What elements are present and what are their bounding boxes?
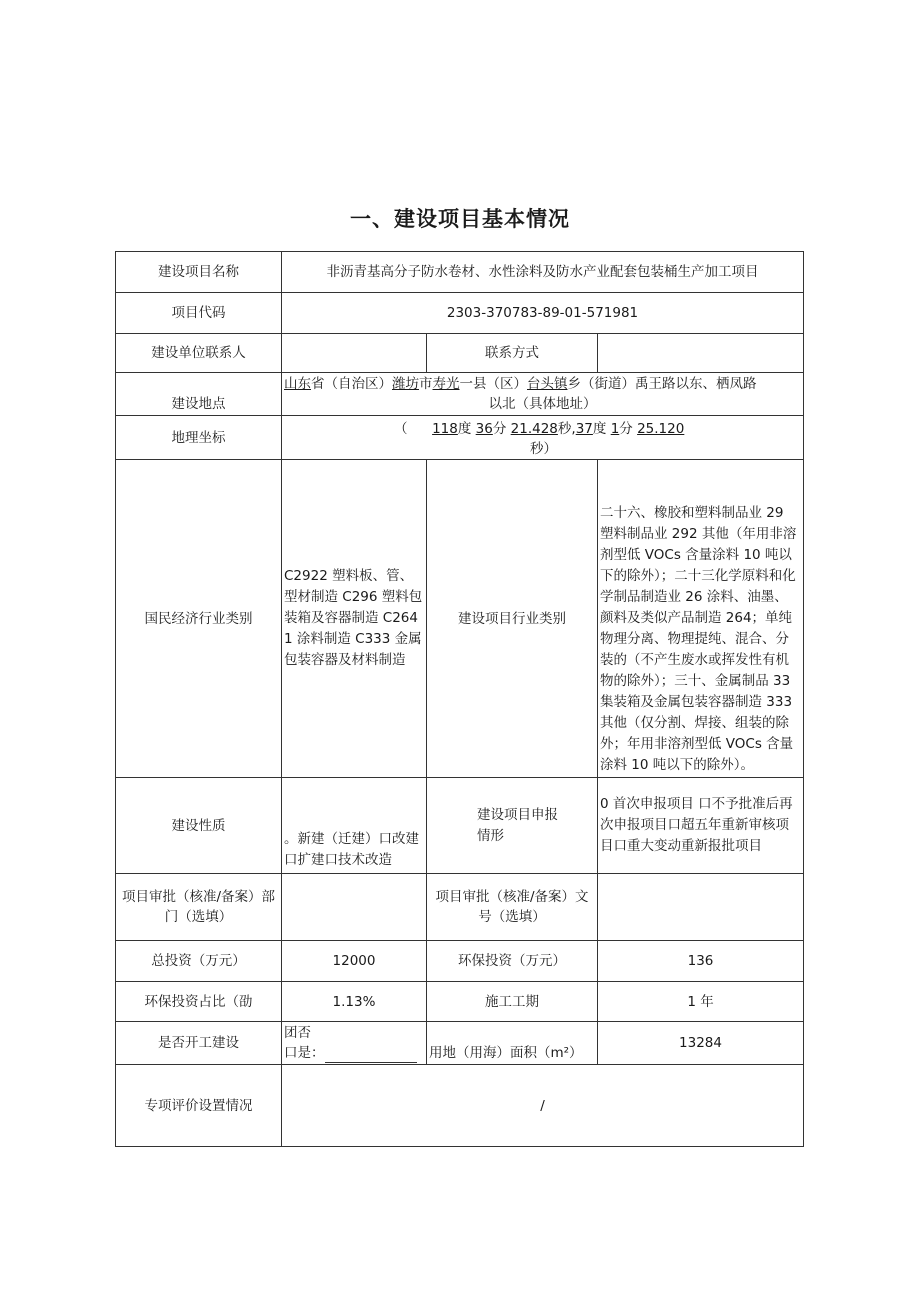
coord-lat-sec: 25.120 (637, 421, 685, 437)
approval-doc-label: 项目审批（核准/备案）文号（选填） (427, 874, 598, 941)
industry-project-label: 建设项目行业类别 (427, 460, 598, 778)
row-location (116, 373, 804, 416)
location-county-suffix: 一县（区） (459, 376, 527, 392)
coord-lon-min: 36 (475, 421, 493, 437)
coord-open: （ (394, 421, 408, 437)
contact-method-label: 联系方式 (427, 334, 598, 373)
industry-label: 国民经济行业类别 (116, 460, 282, 778)
location-town-suffix: 乡（街道）禹王路以东、栖凤路 (567, 376, 757, 392)
contact-method-value (598, 334, 804, 373)
location-province: 山东 (284, 376, 311, 392)
row-started (116, 1022, 804, 1065)
location-city-suffix: 市 (419, 376, 433, 392)
contact-value (282, 334, 427, 373)
page-title: 一、建设项目基本情况 (350, 207, 570, 231)
ratio-label: 环保投资占比（劭 (116, 982, 282, 1022)
location-province-suffix: 省（自治区） (311, 376, 392, 392)
row-contact (116, 334, 804, 373)
row-project-name (116, 252, 804, 293)
project-code-value: 2303-370783-89-01-571981 (282, 293, 804, 334)
special-label: 专项评价设置情况 (116, 1065, 282, 1147)
coord-sec-comma: 秒, (557, 421, 576, 437)
special-value: / (282, 1065, 804, 1147)
nature-declare-label: 建设项目申报情形 (427, 778, 598, 874)
investment-env-label: 环保投资（万元） (427, 941, 598, 982)
location-label: 建设地点 (116, 373, 282, 416)
row-coordinates (116, 416, 804, 460)
coord-lon-sec: 21.428 (510, 421, 558, 437)
location-line2: 以北（具体地址） (488, 396, 597, 412)
approval-dept-label: 项目审批（核准/备案）部门（选填） (116, 874, 282, 941)
coord-min-1: 分 (492, 421, 507, 437)
location-value (282, 373, 804, 416)
coord-deg-1: 度 (457, 421, 472, 437)
industry-value: C2922 塑料板、管、型材制造 C296 塑料包装箱及容器制造 C2641 涂料制造 C333 金属包装容器及材料制造 (282, 460, 427, 778)
row-special (116, 1065, 804, 1147)
coord-min-2: 分 (619, 421, 633, 437)
started-opt-yes: 口是： (284, 1045, 325, 1061)
coordinates-value (282, 416, 804, 460)
project-info-table (115, 251, 804, 1147)
coord-close: 秒） (530, 441, 557, 457)
area-label: 用地（用海）面积（m²） (427, 1022, 598, 1065)
location-city: 潍坊 (392, 376, 419, 392)
project-code-label: 项目代码 (116, 293, 282, 334)
area-value: 13284 (598, 1022, 804, 1065)
started-opt-yes-row (284, 1043, 424, 1063)
investment-total-value: 12000 (282, 941, 427, 982)
started-options (282, 1022, 427, 1065)
investment-total-label: 总投资（万元） (116, 941, 282, 982)
started-label: 是否开工建设 (116, 1022, 282, 1065)
started-yes-blank (325, 1048, 417, 1063)
investment-env-value: 136 (598, 941, 804, 982)
nature-declare-value: 0 首次申报项目 口不予批准后再次申报项目口超五年重新审核项目口重大变动重新报批项目 (598, 778, 804, 874)
row-approval (116, 874, 804, 941)
coord-lat-min: 1 (610, 421, 620, 437)
location-town: 台头镇 (527, 376, 568, 392)
coord-lon-deg: 118 (432, 421, 458, 437)
row-project-code (116, 293, 804, 334)
period-label: 施工工期 (427, 982, 598, 1022)
approval-doc-value (598, 874, 804, 941)
project-name-label: 建设项目名称 (116, 252, 282, 293)
row-industry (116, 460, 804, 778)
approval-dept-value (282, 874, 427, 941)
started-opt-no: 团否 (284, 1025, 311, 1041)
coord-deg-2: 度 (592, 421, 607, 437)
row-ratio (116, 982, 804, 1022)
contact-label: 建设单位联系人 (116, 334, 282, 373)
row-nature (116, 778, 804, 874)
row-investment (116, 941, 804, 982)
coordinates-label: 地理坐标 (116, 416, 282, 460)
project-name-value: 非沥青基高分子防水卷材、水性涂料及防水产业配套包装桶生产加工项目 (282, 252, 804, 293)
period-value: 1 年 (598, 982, 804, 1022)
nature-value: 。新建（迁建）口改建口扩建口技术改造 (282, 778, 427, 874)
ratio-value: 1.13% (282, 982, 427, 1022)
location-county: 寿光 (432, 376, 460, 392)
industry-project-value: 二十六、橡胶和塑料制品业 29 塑料制品业 292 其他（年用非溶剂型低 VOCs 含量涂料 10 吨以下的除外）；二十三化学原料和化学制品制造业 26 涂料、油墨、颜料及类似产品制造 264；单纯物理分离、物理提纯、混合、分装的（不产生废水或挥发性有机物的除外）；三十、金属制品 33 集装箱及金属包装容器制造 333 其他（仅分割、焊接、组装的除外；年用非溶剂型低 VOCs 含量涂料 10 吨以下的除外）。 (598, 460, 804, 778)
nature-label: 建设性质 (116, 778, 282, 874)
coord-lat-deg: 37 (575, 421, 593, 437)
